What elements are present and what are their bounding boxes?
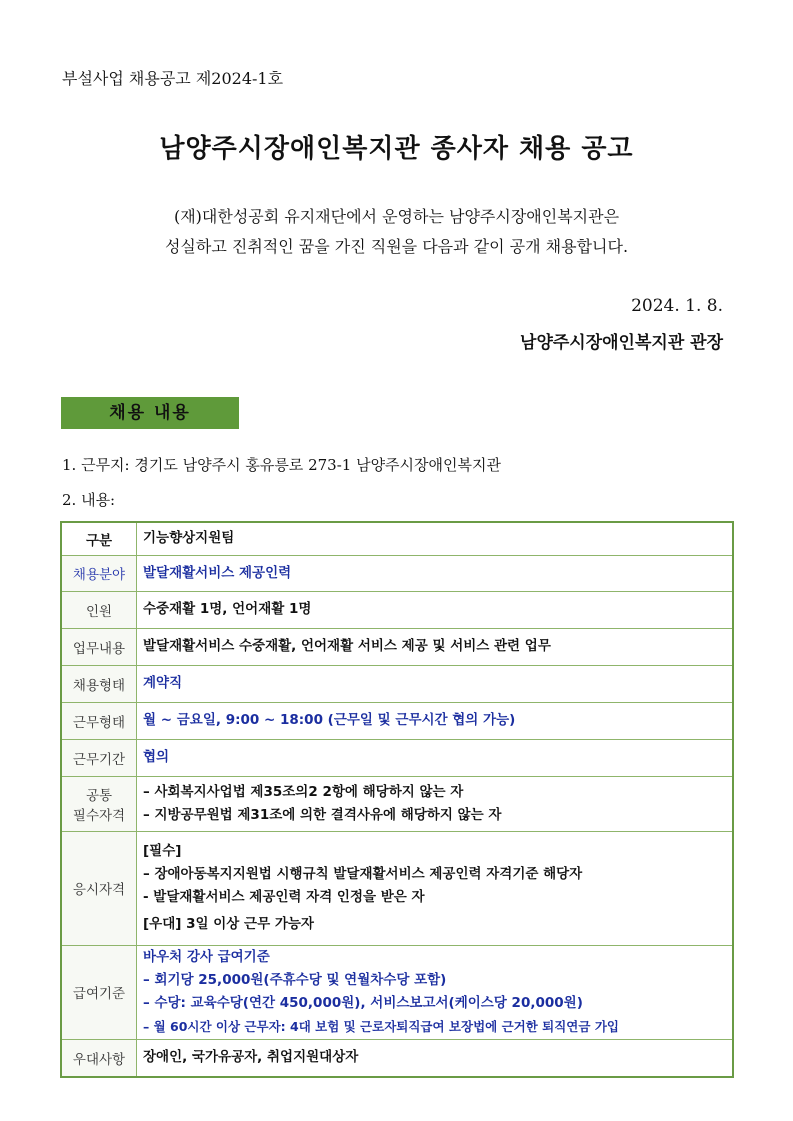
table-row <box>61 702 733 739</box>
row-value-preferences: 장애인, 국가유공자, 취업지원대상자 <box>137 1039 734 1077</box>
row-value-common-qualifications: – 사회복지사업법 제35조의2 2항에 해당하지 않는 자 – 지방공무원법 제31조에 의한 결격사유에 해당하지 않는 자 <box>137 776 734 831</box>
table-row <box>61 628 733 665</box>
section-label: 채용 내용 <box>61 397 239 429</box>
table-row <box>61 522 733 555</box>
intro-line-1: (재)대한성공회 유지재단에서 운영하는 남양주시장애인복지관은 <box>173 207 620 226</box>
intro-line-2: 성실하고 진취적인 꿈을 가진 직원을 다음과 같이 공개 채용합니다. <box>164 237 629 256</box>
row-key-eligibility: 응시자격 <box>61 831 137 945</box>
announcement-date: 2024. 1. 8. <box>631 296 723 316</box>
row-key-salary: 급여기준 <box>61 945 137 1039</box>
table-row <box>61 945 733 1039</box>
row-value-division: 기능향상지원팀 <box>137 522 734 555</box>
recruitment-table <box>60 521 734 1078</box>
intro-paragraph <box>0 202 793 262</box>
table-row <box>61 1039 733 1077</box>
table-row <box>61 555 733 591</box>
row-key-field: 채용분야 <box>61 555 137 591</box>
row-value-field: 발달재활서비스 제공인력 <box>137 555 734 591</box>
row-value-employment-type: 계약직 <box>137 665 734 702</box>
row-value-salary: 바우처 강사 급여기준 – 회기당 25,000원(주휴수당 및 연월차수당 포함) – 수당: 교육수당(연간 450,000원), 서비스보고서(케이스당 20,000원) – 월 60시간 이상 근무자: 4대 보험 및 근로자퇴직급여 보장법에 근거한 퇴직연금 가입 <box>137 945 734 1039</box>
page-title: 남양주시장애인복지관 종사자 채용 공고 <box>159 134 634 164</box>
content-line: 2. 내용: <box>62 491 116 509</box>
table-row <box>61 739 733 776</box>
row-value-work-schedule: 월 ~ 금요일, 9:00 ~ 18:00 (근무일 및 근무시간 협의 가능) <box>137 702 734 739</box>
row-key-preferences: 우대사항 <box>61 1039 137 1077</box>
workplace-line: 1. 근무지: 경기도 남양주시 홍유릉로 273-1 남양주시장애인복지관 <box>62 456 501 474</box>
table-row <box>61 665 733 702</box>
table-row <box>61 591 733 628</box>
issuer: 남양주시장애인복지관 관장 <box>520 333 723 353</box>
row-key-work-period: 근무기간 <box>61 739 137 776</box>
row-value-headcount: 수중재활 1명, 언어재활 1명 <box>137 591 734 628</box>
table-row <box>61 831 733 945</box>
row-key-duties: 업무내용 <box>61 628 137 665</box>
row-value-duties: 발달재활서비스 수중재활, 언어재활 서비스 제공 및 서비스 관련 업무 <box>137 628 734 665</box>
row-value-work-period: 협의 <box>137 739 734 776</box>
table-row <box>61 776 733 831</box>
row-key-work-schedule: 근무형태 <box>61 702 137 739</box>
row-key-headcount: 인원 <box>61 591 137 628</box>
row-key-employment-type: 채용형태 <box>61 665 137 702</box>
document-number: 부설사업 채용공고 제2024-1호 <box>62 69 284 88</box>
row-value-eligibility: [필수] – 장애아동복지지원법 시행규칙 발달재활서비스 제공인력 자격기준 해당자 - 발달재활서비스 제공인력 자격 인정을 받은 자 [우대] 3일 이상 근무 가능자 <box>137 831 734 945</box>
row-key-common-qualifications: 공통 필수자격 <box>61 776 137 831</box>
row-key-division: 구분 <box>61 522 137 555</box>
